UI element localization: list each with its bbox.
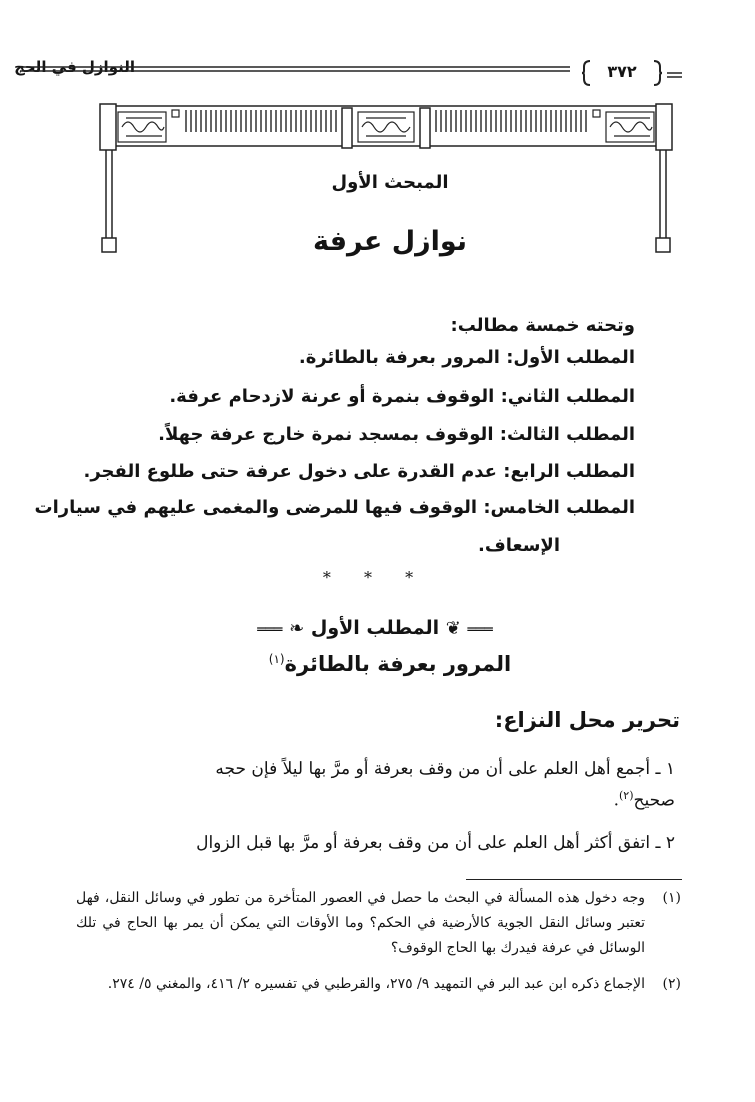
dispute-heading: تحرير محل النزاع:	[494, 708, 680, 732]
footnote-divider	[466, 879, 682, 880]
toc-item-4: المطلب الرابع: عدم القدرة على دخول عرفة حتى طلوع الفجر.	[83, 461, 635, 482]
footnote-2-text: الإجماع ذكره ابن عبد البر في التمهيد ٩/ ٢٧٥، والقرطبي في تفسيره ٢/ ٤١٦، والمغني ٥/ ٢٧٤.	[107, 976, 645, 992]
toc-item-2: المطلب الثاني: الوقوف بنمرة أو عرنة لازدحام عرفة.	[169, 386, 635, 407]
subsection-label: المطلب الأول	[310, 617, 440, 639]
header-double-rule	[20, 65, 570, 73]
footnote-2	[76, 972, 681, 997]
footnote-ref-2[interactable]: (٢)	[618, 789, 634, 802]
section-title: نوازل عرفة	[313, 226, 467, 257]
subsection-title	[240, 652, 540, 676]
footnote-ref-1[interactable]: (١)	[268, 652, 285, 666]
intro-line: وتحته خمسة مطالب:	[450, 315, 635, 336]
toc-item-5: المطلب الخامس: الوقوف فيها للمرضى والمغمى عليهم في سيارات	[34, 497, 635, 518]
subsection-title-text: المرور بعرفة بالطائرة	[284, 652, 512, 676]
running-title: النوازل في الحج	[14, 58, 135, 76]
paragraph-1-tail-text: صحيح	[633, 790, 675, 811]
toc-item-5-continued: الإسعاف.	[478, 535, 560, 556]
right-dash-ornament-icon: ═══	[257, 622, 283, 638]
subsection-header	[250, 612, 500, 644]
toc-item-1: المطلب الأول: المرور بعرفة بالطائرة.	[298, 347, 635, 368]
footnote-2-number: (٢)	[662, 976, 681, 992]
section-kicker: المبحث الأول	[331, 172, 449, 193]
footnote-1-number: (١)	[662, 890, 681, 906]
left-swirl-ornament-icon: ❦	[445, 618, 461, 639]
paragraph-1: ١ ـ أجمع أهل العلم على أن من وقف بعرفة أو مرَّ بها ليلاً فإن حجه	[215, 759, 675, 779]
asterism-separator: * * *	[322, 568, 428, 587]
left-dash-ornament-icon: ═══	[467, 622, 493, 638]
page-number-frame	[582, 58, 662, 88]
footnote-1-text: وجه دخول هذه المسألة في البحث ما حصل في العصور المتأخرة من تطور في وسائل النقل، فهل تعتبر وسائل النقل الجوية كالأرضية في الحكم؟ وما الأوقات التي يمكن أن يمر بها الحاج في تلك الوسائل في عرفة فيدرك بها الحاج الوقوف؟	[76, 890, 645, 956]
page-number: ٣٧٢	[607, 62, 637, 81]
paragraph-2: ٢ ـ اتفق أكثر أهل العلم على أن من وقف بعرفة أو مرَّ بها قبل الزوال	[196, 833, 675, 853]
right-swirl-ornament-icon: ❧	[289, 618, 305, 639]
toc-item-3: المطلب الثالث: الوقوف بمسجد نمرة خارج عرفة جهلاً.	[158, 424, 635, 445]
paragraph-1-tail: صحيح$^{(٢)}$.	[613, 789, 675, 811]
footnote-1	[76, 886, 681, 961]
header-double-rule-right	[667, 71, 682, 79]
